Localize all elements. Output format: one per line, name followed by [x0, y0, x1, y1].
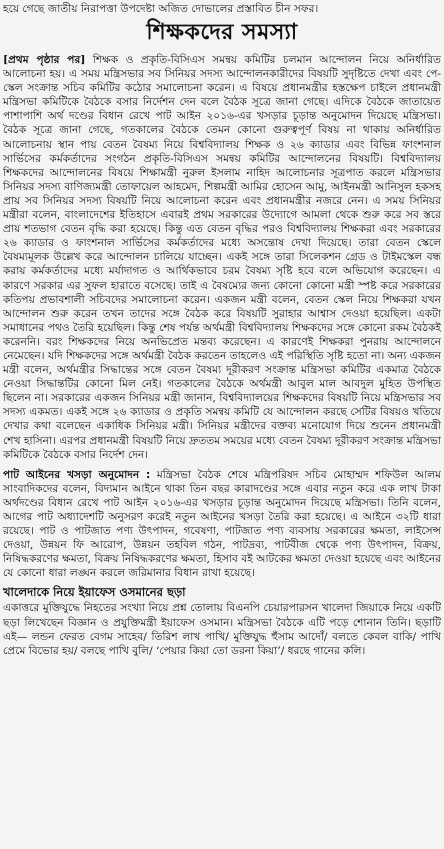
paragraph-2-text: মন্ত্রিসভা বৈঠক শেষে মন্ত্রিপরিষদ সচিব মোহাম্মদ শফিউল আলম সাংবাদিকদের বলেন, বিদ্যমান আইনে থাকা তিন বছর কারাদণ্ডের সঙ্গে এবার নতুন করে এক লাখ টাকা অর্থদণ্ডের বিধান রেখে পাট আইন ২০১৬-এর খসড়ার চূড়ান্ত অনুমোদন দিয়েছে মন্ত্রিসভা। তিনি বলেন, আগের পাট অধ্যাদেশটি অনুসরণ করেই নতুন আইনের খসড়া তৈরি করা হয়েছে। এ আইনে ৩২টি ধারা রয়েছে। পাট ও পাটজাত পণ্য উৎপাদন, গবেষণা, পাটজাত পণ্য ব্যবসায় সরকারের ক্ষমতা, লাইসেন্স দেওয়া, উন্নয়ন ফি আরোপ, উন্নয়ন তহবিল গঠন, পাটদ্রব্য, পাটবীজ থেকে পণ্য উৎপাদন, বিক্রয়, নিষিদ্ধকরণের ক্ষমতা, বিক্রয় নিষিদ্ধকরণের ক্ষমতা, হিসাব বই আটকের ক্ষমতা দেওয়া হয়েছে এবং আইনের যে কোনো ধারা লঙ্ঘন করলে জরিমানার বিধান রাখা হয়েছে। [3, 468, 441, 580]
previous-article-tail: হয়ে গেছে জাতীয় নিরাপত্তা উপদেষ্টা অজিত দোভালের প্রস্তাবিত চীন সফর। [3, 3, 319, 15]
continued-from-label: [প্রথম পৃষ্ঠার পর] [3, 54, 86, 66]
headline: শিক্ষকদের সমস্যা [146, 20, 298, 45]
article-paragraph-1 [3, 53, 441, 462]
jute-law-subhead: পাট আইনের খসড়া অনুমোদন : [3, 468, 151, 481]
paragraph-1-text: শিক্ষক ও প্রকৃতি-বিসিএস সমন্বয় কমিটির চলমান আন্দোলন নিয়ে অনির্ধারিত আলোচনা হয়। এ সময় মন্ত্রিসভার সব সিনিয়র সদস্য আন্দোলনকারীদের বিষয়টি সুদৃষ্টিতে দেখা এবং পে-স্কেল সংক্রান্ত সচিব কমিটির কঠোর সমালোচনা করেন। এ বিষয়ে প্রধানমন্ত্রীর হস্তক্ষেপ চাইলে প্রধানমন্ত্রী মন্ত্রিসভা কমিটিকে বৈঠকে বসার নির্দেশন দেন বলে বৈঠক সূত্রে জানা গেছে। এদিকে বৈঠকে জাতায়েত পাশাপাশি অর্থ দণ্ডের বিধান রেখে পাট আইন ২০১৬-এর খসড়ার চূড়ান্ত অনুমোদন দিয়েছে মন্ত্রিসভা। বৈঠক সূত্রে জানা গেছে, গতকালের বৈঠকে তেমন কোনো গুরুত্বপূর্ণ বিষয় না থাকায় অনির্ধারিত আলোচনায় স্থান পায় বেতন বৈষম্য নিয়ে বিশ্ববিদ্যালয় শিক্ষক ও ২৬ ক্যাডার এবং বিভিন্ন ফাংশনাল সার্ভিসের কর্মকর্তাদের সংগঠন প্রকৃতি-বিসিএস সমন্বয় কমিটির আন্দোলনের বিষয়টি। বিশ্ববিদ্যালয় শিক্ষকদের আন্দোলনের বিষয়ে শিক্ষামন্ত্রী নুরুল ইসলাম নাহিদ আলোচনার সূত্রপাত করলে মন্ত্রিসভার সিনিয়র সদস্য বাণিজ্যমন্ত্রী তোফায়েল আহমেদ, শিল্পমন্ত্রী আমির হোসেন আমু, আইনমন্ত্রী আনিসুল হকসহ প্রায় সব সিনিয়র সদস্য বিষয়টি নিয়ে আলোচনা করেন এবং প্রধানমন্ত্রীর নজরে নেন। এ সময় সিনিয়র মন্ত্রীরা বলেন, বাংলাদেশের ইতিহাসে এবারই প্রথম সরকারের উদ্যোগে আমলা থেকে শুরু করে সব স্তরে প্রায় শতভাগ বেতন বৃদ্ধি করা হয়েছে। কিন্তু এত বেতন বৃদ্ধির পরও বিশ্ববিদ্যালয় শিক্ষকরা এবং সরকারের ২৬ ক্যাডার ও ফাংশনাল সার্ভিসের কর্মকর্তাদের মধ্যে অসন্তোষ দেখা দিয়েছে। তারা বেতন স্কেলে বৈষম্যমূলক উল্লেখ করে আন্দোলন চালিয়ে যাচ্ছেন। একই সঙ্গে তারা সিলেকশন গ্রেড ও টাইমস্কেল বন্ধ করায় কর্মকর্তাদের মধ্যে মর্যাদাগত ও আর্থিকভাবে চরম বৈষম্য সৃষ্টি হবে বলে অভিযোগ করেছেন। এ কারণে সরকার এর সুফল হারাতে বসেছে। তাই এ বৈষম্যের জন্য কোনো কোনো মন্ত্রী স্পষ্ট করে সরকারের কতিপয় প্রভাবশালী সচিবদের সমালোচনা করেন। একজন মন্ত্রী বলেন, বেতন স্কেল নিয়ে শিক্ষকরা যখন আন্দোলন শুরু করেন তখন তাদের সঙ্গে বৈঠক করে বিষয়টি সুরাহার আশ্বাস দেওয়া হয়েছিল। একটা সমাধানের পথও তৈরি হয়েছিল। কিন্তু শেষ পর্যন্ত অর্থমন্ত্রী বিশ্ববিদ্যালয় শিক্ষকদের সঙ্গে কোনো রকম বৈঠকই করেননি। বরং শিক্ষকদের নিয়ে অনভিপ্রেত মন্তব্য করেছেন। এ কারণেই শিক্ষকরা পুনরায় আন্দোলনে নেমেছেন। যদি শিক্ষকদের সঙ্গে অর্থমন্ত্রী বৈঠক করতেন তাহলেও এই পরিস্থিতি সৃষ্টি হতো না। অন্য একজন মন্ত্রী বলেন, অর্থমন্ত্রীর সিদ্ধান্তের সঙ্গে বেতন বৈষম্য দূরীকরণ সংক্রান্ত মন্ত্রিসভা কমিটির একমাত্র বৈঠকে নেওয়া সিদ্ধান্তটির কোনো মিল নেই। গতকালের বৈঠকে অর্থমন্ত্রী আবুল মাল আবদুল মুহিত উপস্থিত ছিলেন না। সরকারের একজন সিনিয়র মন্ত্রী জানান, বিশ্ববিদ্যালয়ের শিক্ষকদের বিষয়টি নিয়ে মন্ত্রিসভার সব সদস্য একমত। একই সঙ্গে ২৬ ক্যাডার ও প্রকৃতি সমন্বয় কমিটি যে আন্দোলন করছে সেটির বিষয়ও খতিয়ে দেখার কথা বলেছেন একাধিক সিনিয়র মন্ত্রী। সিনিয়র মন্ত্রীদের বক্তব্য মনোযোগ দিয়ে শুনেন প্রধানমন্ত্রী শেখ হাসিনা। এরপর প্রধানমন্ত্রী বিষয়টি নিয়ে দ্রুততম সময়ের মধ্যে বেতন বৈষম্য দূরীকরণ সংক্রান্ত মন্ত্রিসভা কমিটিকে বৈঠকে বসার নির্দেশ দেন। [3, 54, 441, 461]
article-paragraph-3: একাত্তরে মুক্তিযুদ্ধে নিহতের সংখ্যা নিয়ে প্রশ্ন তোলায় বিএনপি চেয়ারপারসন খালেদা জিয়াকে নিয়ে একটি ছড়া লিখেছেন বিজ্ঞান ও প্রযুক্তিমন্ত্রী ইয়াফেস ওসমান। মন্ত্রিসভা বৈঠকে এটি পড়ে শোনান তিনি। ছড়াটি এই— লন্ডন ফেরত বেগম সাহেব/ তিরিশ লাখ পাখি/ মুক্তিযুদ্ধ হুঁসাম আদোঁ/ বলতে কেবল বাকি/ পাখি প্রেমে বিভোর হয়/ বলছে পাখি বুলি/ ‘পেয়ার কিয়া তো ডরনা কিয়া’/ ধরছে গানের কলি। [3, 602, 441, 657]
poem-subhead: খালেদাকে নিয়ে ইয়াফেস ওসমানের ছড়া [3, 585, 186, 600]
article-paragraph-2 [3, 468, 441, 581]
